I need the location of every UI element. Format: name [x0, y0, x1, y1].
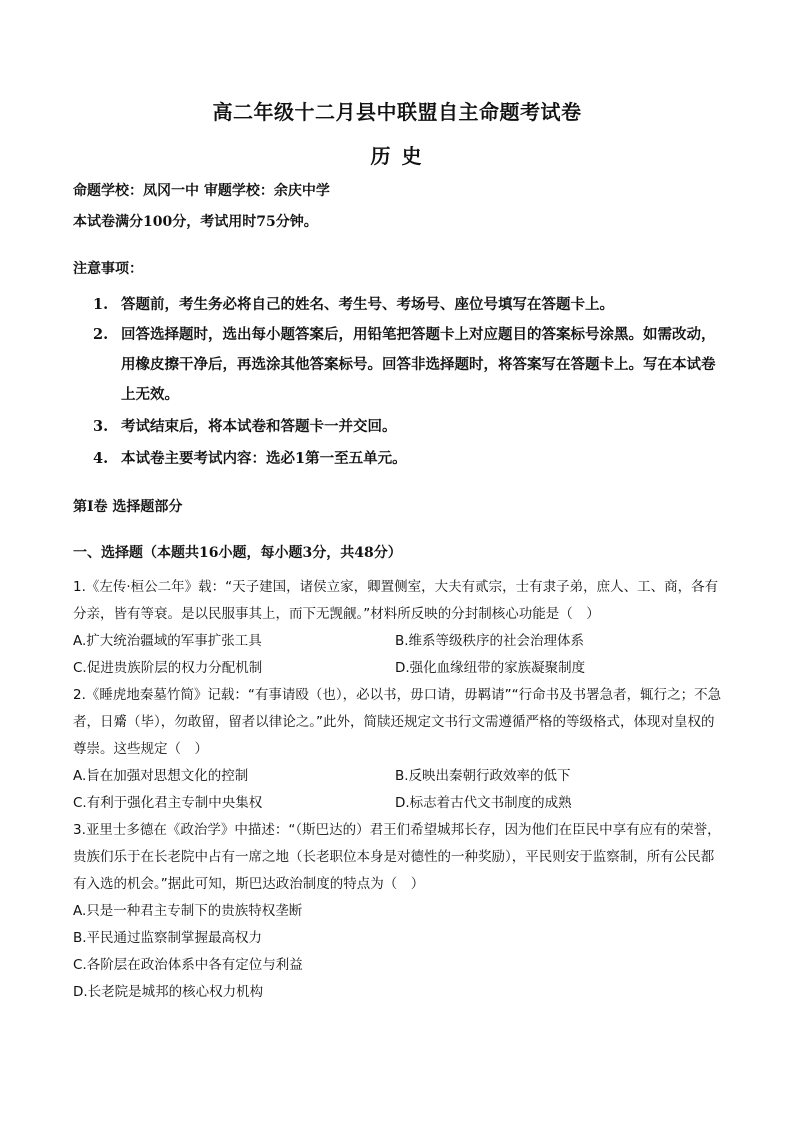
option-a: A.只是一种君主专制下的贵族特权垄断 [73, 903, 303, 919]
option-d: D.标志着古代文书制度的成熟 [395, 795, 572, 811]
option-a: A.旨在加强对思想文化的控制 [73, 768, 249, 784]
question-options [73, 898, 723, 1006]
option-d: D.长老院是城邦的核心权力机构 [73, 984, 264, 1000]
option-c: C.有利于强化君主专制中央集权 [73, 795, 263, 811]
notice-item [93, 444, 723, 474]
question-stem: 2.《睡虎地秦墓竹简》记载：“有事请殴（也），必以书，毋口请，毋羁请”“行命书及书署急者，辄行之；不急者，日觱（毕），勿敢留，留者以律论之。”此外，简牍还规定文书行文需遵循严格的等级格式，体现对皇权的尊崇。这些规定（ ） [73, 687, 722, 757]
question-stem: 1.《左传·桓公二年》载：“天子建国，诸侯立家，卿置侧室，大夫有贰宗，士有隶子弟，庶人、工、商，各有分亲，皆有等衰。是以民服事其上，而下无觊觎。”材料所反映的分封制核心功能是（ ） [73, 579, 719, 622]
option-d: D.强化血缘纽带的家族凝聚制度 [395, 660, 586, 676]
option-b: B.平民通过监察制掌握最高权力 [73, 930, 263, 946]
notice-item [93, 320, 723, 410]
option-c: C.各阶层在政治体系中各有定位与利益 [73, 957, 303, 973]
notice-item-number: 2. [93, 326, 109, 343]
notice-item-text: 答题前，考生务必将自己的姓名、考生号、考场号、座位号填写在答题卡上。 [121, 296, 614, 313]
option-b: B.维系等级秩序的社会治理体系 [395, 633, 585, 649]
notice-item-number: 4. [93, 450, 109, 467]
score-time-info: 本试卷满分100分，考试用时75分钟。 [73, 214, 318, 230]
notice-item-text: 本试卷主要考试内容：选必1第一至五单元。 [121, 450, 407, 467]
school-info: 命题学校：凤冈一中 审题学校：余庆中学 [73, 183, 330, 199]
question-options [73, 763, 723, 817]
question-stem: 3.亚里士多德在《政治学》中描述：“（斯巴达的）君王们希望城邦长存，因为他们在臣民中享有应有的荣誉，贵族们乐于在长老院中占有一席之地（长老职位本身是对德性的一种奖励），平民则安于监察制，所有公民都有入选的机会。”据此可知，斯巴达政治制度的特点为（ ） [73, 822, 721, 892]
question-options [73, 628, 723, 682]
subject-title: 历 史 [370, 144, 424, 168]
option-a: A.扩大统治疆域的军事扩张工具 [73, 633, 262, 649]
section-title: 一、选择题（本题共16小题，每小题3分，共48分） [73, 545, 402, 561]
notice-item [93, 412, 723, 442]
notice-item-number: 1. [93, 296, 109, 313]
notice-item-text: 回答选择题时，选出每小题答案后，用铅笔把答题卡上对应题目的答案标号涂黑。如需改动，用橡皮擦干净后，再选涂其他答案标号。回答非选择题时，将答案写在答题卡上。写在本试卷上无效。 [121, 326, 716, 403]
part-title: 第Ⅰ卷 选择题部分 [73, 499, 183, 515]
option-c: C.促进贵族阶层的权力分配机制 [73, 660, 263, 676]
notice-heading: 注意事项： [73, 261, 143, 277]
option-b: B.反映出秦朝行政效率的低下 [395, 768, 571, 784]
notice-item-number: 3. [93, 418, 109, 435]
exam-title: 高二年级十二月县中联盟自主命题考试卷 [212, 100, 582, 124]
notice-item [93, 290, 723, 320]
notice-item-text: 考试结束后，将本试卷和答题卡一并交回。 [121, 418, 397, 435]
